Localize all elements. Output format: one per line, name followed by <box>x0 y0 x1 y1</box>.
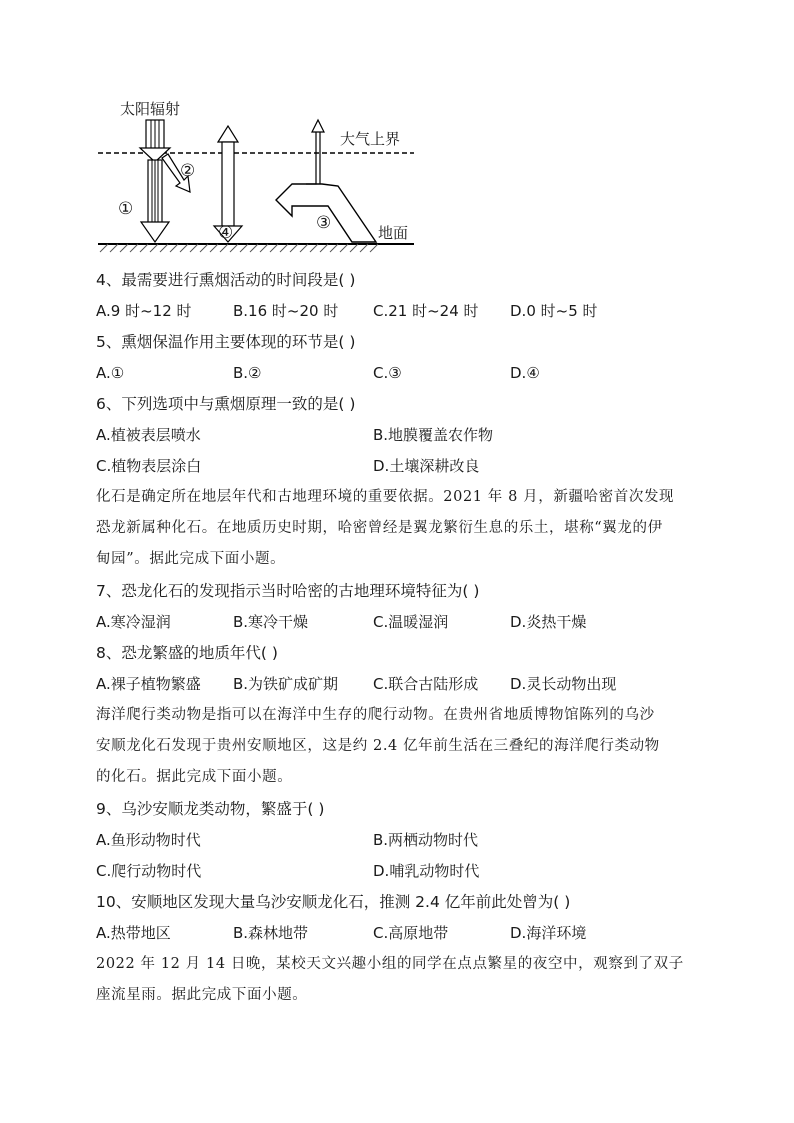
question-10-option-d[interactable]: D.海洋环境 <box>510 924 587 942</box>
label-solar-radiation: 太阳辐射 <box>120 100 181 118</box>
question-8-options <box>96 674 696 694</box>
question-10-option-a[interactable]: A.热带地区 <box>96 924 171 942</box>
question-5-option-b[interactable]: B.② <box>233 364 262 382</box>
label-mark-1: ① <box>118 199 134 219</box>
question-8-option-d[interactable]: D.灵长动物出现 <box>510 675 617 693</box>
arrow-1 <box>141 160 169 242</box>
question-5-options <box>96 363 696 383</box>
question-7-option-a[interactable]: A.寒冷湿润 <box>96 613 171 631</box>
question-5-stem: 5、熏烟保温作用主要体现的环节是( ) <box>96 333 356 351</box>
label-ground: 地面 <box>378 224 409 242</box>
question-10-option-b[interactable]: B.森林地带 <box>233 924 309 942</box>
question-5-option-a[interactable]: A.① <box>96 364 125 382</box>
question-7-option-d[interactable]: D.炎热干燥 <box>510 613 587 631</box>
question-6-options-row1 <box>96 425 696 445</box>
passage-2-line-3: 的化石。据此完成下面小题。 <box>96 769 293 785</box>
question-10-options <box>96 923 696 943</box>
question-6-option-b[interactable]: B.地膜覆盖农作物 <box>373 426 494 444</box>
question-6-options-row2 <box>96 456 696 476</box>
question-10-option-c[interactable]: C.高原地带 <box>373 924 449 942</box>
question-5-option-d[interactable]: D.④ <box>510 364 540 382</box>
question-6-option-a[interactable]: A.植被表层喷水 <box>96 426 201 444</box>
question-4-option-a[interactable]: A.9 时~12 时 <box>96 302 192 320</box>
question-9-option-c[interactable]: C.爬行动物时代 <box>96 862 202 880</box>
question-8-option-a[interactable]: A.裸子植物繁盛 <box>96 675 201 693</box>
question-4-option-b[interactable]: B.16 时~20 时 <box>233 302 339 320</box>
question-7-option-c[interactable]: C.温暖湿润 <box>373 613 449 631</box>
question-8-option-c[interactable]: C.联合古陆形成 <box>373 675 479 693</box>
passage-3-line-2: 座流星雨。据此完成下面小题。 <box>96 987 308 1003</box>
label-mark-3: ③ <box>316 213 332 233</box>
question-9-option-d[interactable]: D.哺乳动物时代 <box>373 862 480 880</box>
passage-1-line-1: 化石是确定所在地层年代和古地理环境的重要依据。2021 年 8 月，新疆哈密首次发现 <box>96 489 675 505</box>
question-7-option-b[interactable]: B.寒冷干燥 <box>233 613 309 631</box>
question-6-option-c[interactable]: C.植物表层涂白 <box>96 457 202 475</box>
label-mark-2: ② <box>180 161 196 181</box>
question-5-option-c[interactable]: C.③ <box>373 364 402 382</box>
passage-2-line-2: 安顺龙化石发现于贵州安顺地区，这是约 2.4 亿年前生活在三叠纪的海洋爬行类动物 <box>96 738 660 754</box>
question-8-stem: 8、恐龙繁盛的地质年代( ) <box>96 644 278 662</box>
question-4-options <box>96 301 696 321</box>
question-4-option-c[interactable]: C.21 时~24 时 <box>373 302 479 320</box>
passage-1-line-3: 甸园”。据此完成下面小题。 <box>96 551 286 567</box>
question-7-options <box>96 612 696 632</box>
question-10-stem: 10、安顺地区发现大量乌沙安顺龙化石，推测 2.4 亿年前此处曾为( ) <box>96 893 571 911</box>
question-9-option-b[interactable]: B.两栖动物时代 <box>373 831 479 849</box>
passage-3-line-1: 2022 年 12 月 14 日晚，某校天文兴趣小组的同学在点点繁星的夜空中，观察到了双子 <box>96 956 684 972</box>
question-8-option-b[interactable]: B.为铁矿成矿期 <box>233 675 339 693</box>
passage-1-line-2: 恐龙新属种化石。在地质历史时期，哈密曾经是翼龙繁衍生息的乐土，堪称“翼龙的伊 <box>96 520 663 536</box>
atmosphere-heating-diagram <box>96 92 416 260</box>
question-9-options-row2 <box>96 861 696 881</box>
question-4-option-d[interactable]: D.0 时~5 时 <box>510 302 598 320</box>
label-mark-4: ④ <box>218 223 234 243</box>
question-9-option-a[interactable]: A.鱼形动物时代 <box>96 831 201 849</box>
question-4-stem: 4、最需要进行熏烟活动的时间段是( ) <box>96 271 356 289</box>
label-upper-atmosphere: 大气上界 <box>340 130 401 148</box>
question-9-options-row1 <box>96 830 696 850</box>
question-9-stem: 9、乌沙安顺龙类动物，繁盛于( ) <box>96 800 325 818</box>
passage-2-line-1: 海洋爬行类动物是指可以在海洋中生存的爬行动物。在贵州省地质博物馆陈列的乌沙 <box>96 707 655 723</box>
question-6-option-d[interactable]: D.土壤深耕改良 <box>373 457 480 475</box>
question-7-stem: 7、恐龙化石的发现指示当时哈密的古地理环境特征为( ) <box>96 582 480 600</box>
question-6-stem: 6、下列选项中与熏烟原理一致的是( ) <box>96 395 356 413</box>
